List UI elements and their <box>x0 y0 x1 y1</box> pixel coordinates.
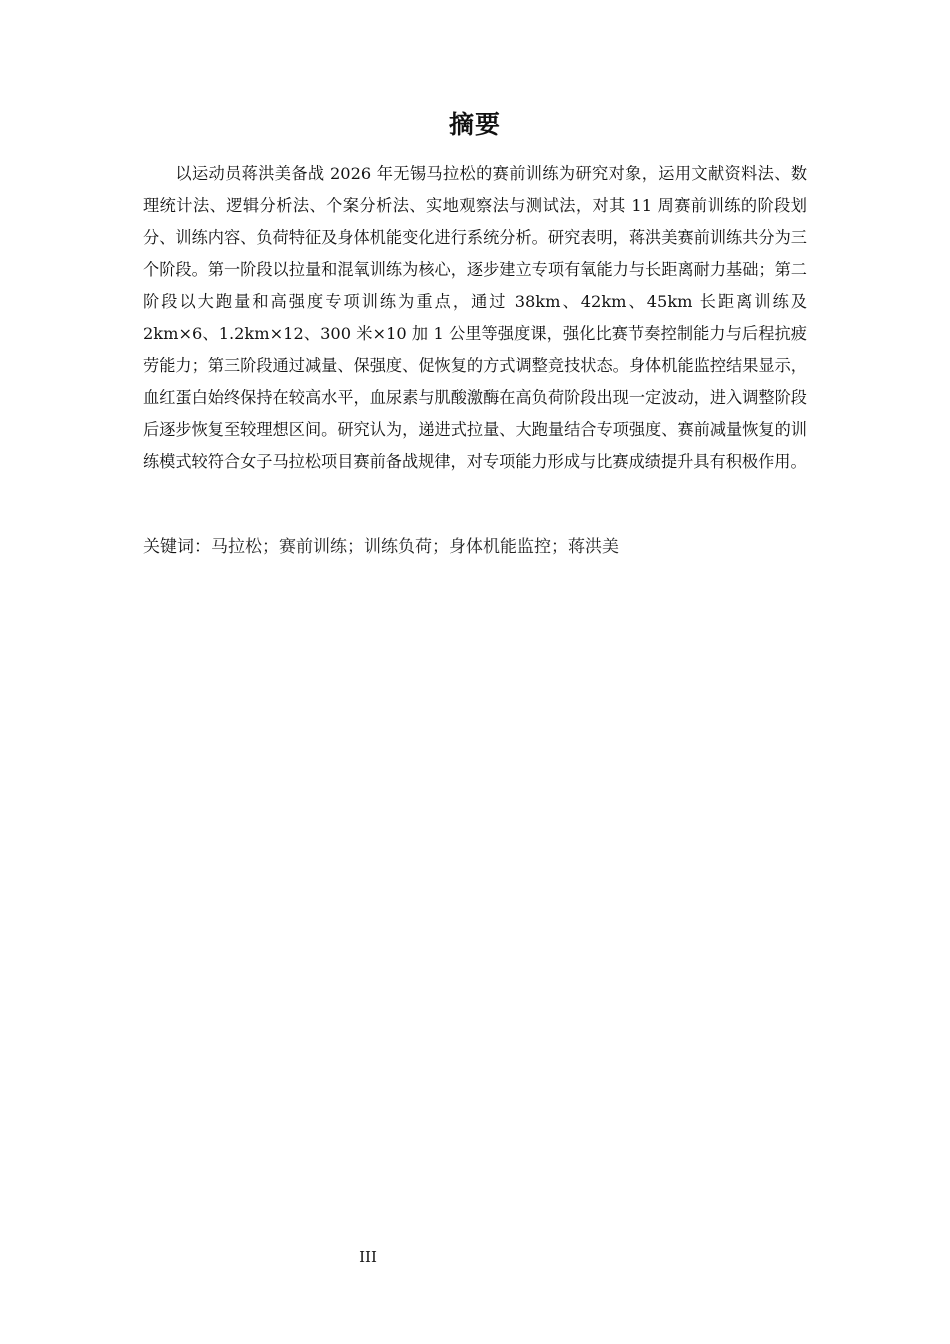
abstract-title: 摘要 <box>448 110 501 139</box>
keywords-label: 关键词： <box>143 537 211 557</box>
keywords-line <box>143 532 807 562</box>
keywords-text: 马拉松；赛前训练；训练负荷；身体机能监控；蒋洪美 <box>211 537 619 557</box>
abstract-paragraph: 以运动员蒋洪美备战 2026 年无锡马拉松的赛前训练为研究对象，运用文献资料法、数理统计法、逻辑分析法、个案分析法、实地观察法与测试法，对其 11 周赛前训练的阶段划分、训练内容、负荷特征及身体机能变化进行系统分析。研究表明，蒋洪美赛前训练共分为三个阶段。第一阶段以拉量和混氧训练为核心，逐步建立专项有氧能力与长距离耐力基础；第二阶段以大跑量和高强度专项训练为重点，通过 38km、42km、45km 长距离训练及 2km×6、1.2km×12、300 米×10 加 1 公里等强度课，强化比赛节奏控制能力与后程抗疲劳能力；第三阶段通过减量、保强度、促恢复的方式调整竞技状态。身体机能监控结果显示，血红蛋白始终保持在较高水平，血尿素与肌酸激酶在高负荷阶段出现一定波动，进入调整阶段后逐步恢复至较理想区间。研究认为，递进式拉量、大跑量结合专项强度、赛前减量恢复的训练模式较符合女子马拉松项目赛前备战规律，对专项能力形成与比赛成绩提升具有积极作用。 <box>143 164 807 471</box>
page-number: III <box>359 1248 377 1266</box>
